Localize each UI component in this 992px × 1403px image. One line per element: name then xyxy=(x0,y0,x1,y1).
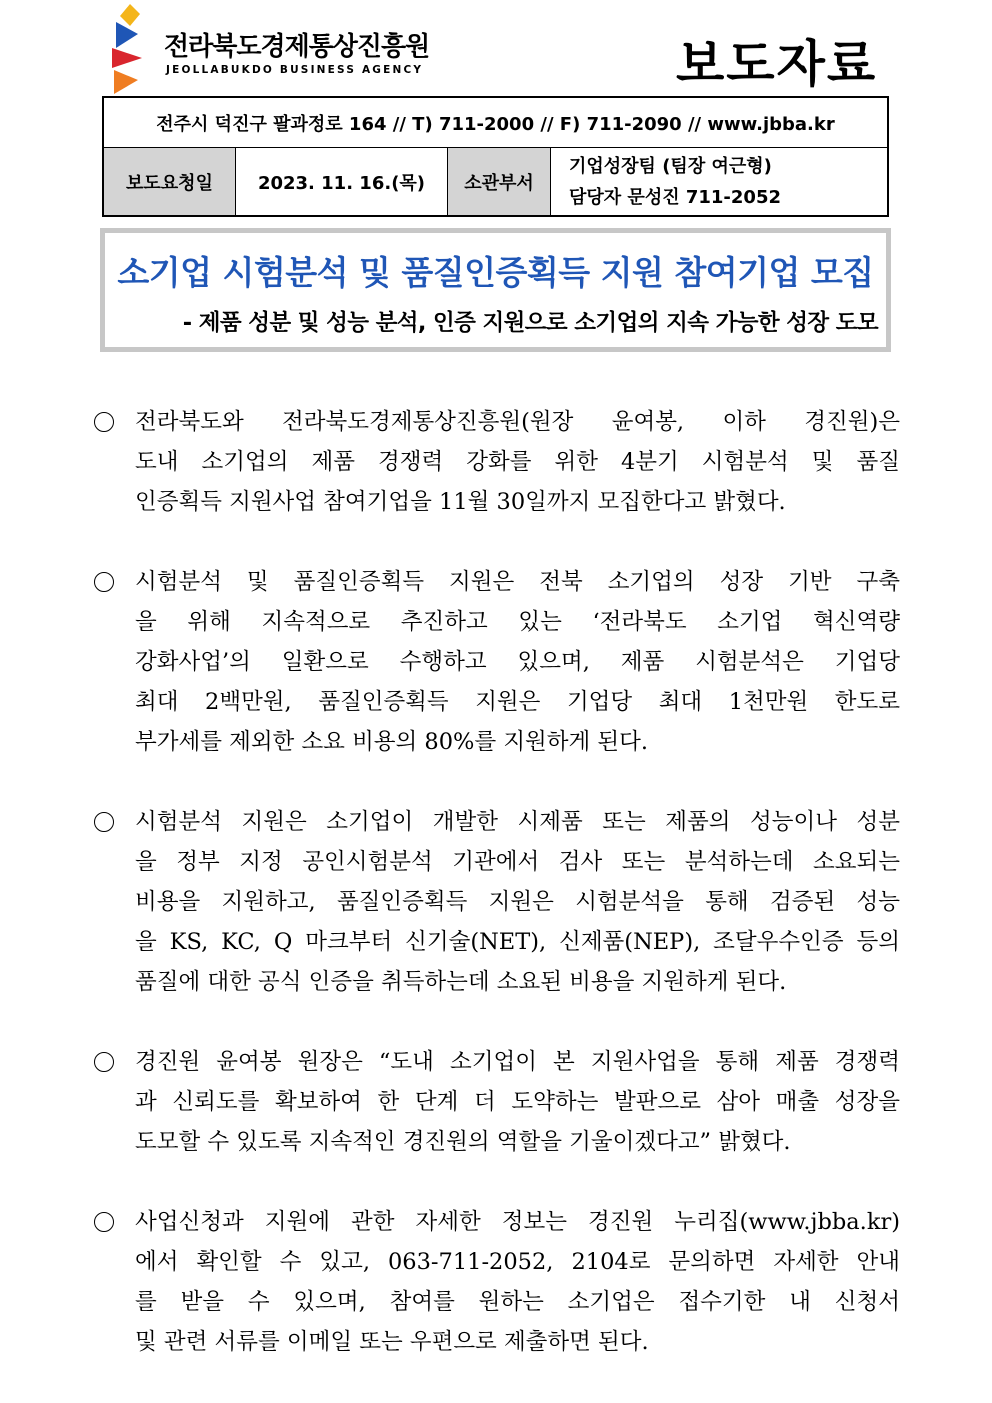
address-line: 전주시 덕진구 팔과정로 164 // T) 711-2000 // F) 711-2090 // www.jbba.kr xyxy=(104,98,887,148)
paragraph-line: 사업신청과 지원에 관한 자세한 정보는 경진원 누리집(www.jbba.kr) xyxy=(135,1209,900,1235)
document-type-title: 보도자료 xyxy=(676,35,878,93)
department-info xyxy=(551,148,887,215)
paragraph-line: 강화사업’의 일환으로 수행하고 있으며, 제품 시험분석은 기업당 xyxy=(135,649,900,675)
logo-name-korean: 전라북도경제통상진흥원 xyxy=(164,32,430,62)
department-label: 소관부서 xyxy=(448,148,551,215)
paragraph-line: 과 신뢰도를 확보하여 한 단계 더 도약하는 발판으로 삼아 매출 성장을 xyxy=(135,1089,900,1115)
circle-bullet-icon xyxy=(94,1052,114,1072)
circle-bullet-icon xyxy=(94,572,114,592)
body-paragraph xyxy=(94,802,900,1002)
paragraph-line: 및 관련 서류를 이메일 또는 우편으로 제출하면 된다. xyxy=(135,1329,649,1355)
paragraph-line: 을 정부 지정 공인시험분석 기관에서 검사 또는 분석하는데 소요되는 xyxy=(135,849,900,875)
paragraph-line: 에서 확인할 수 있고, 063-711-2052, 2104로 문의하면 자세한 안내 xyxy=(135,1249,900,1275)
paragraph-line: 전라북도와 전라북도경제통상진흥원(원장 윤여봉, 이하 경진원)은 xyxy=(135,409,900,435)
paragraph-line: 을 KS, KC, Q 마크부터 신기술(NET), 신제품(NEP), 조달우수인증 등의 xyxy=(135,929,900,955)
headline-subtitle: - 제품 성분 및 성능 분석, 인증 지원으로 소기업의 지속 가능한 성장 도모 xyxy=(182,310,878,336)
circle-bullet-icon xyxy=(94,412,114,432)
paragraph-line: 부가세를 제외한 소요 비용의 80%를 지원하게 된다. xyxy=(135,729,649,755)
paragraph-line: 경진원 윤여봉 원장은 “도내 소기업이 본 지원사업을 통해 제품 경쟁력 xyxy=(135,1049,900,1075)
body-paragraph xyxy=(94,402,900,522)
department-team: 기업성장팀 (팀장 여근형) xyxy=(569,155,772,177)
body-paragraph xyxy=(94,562,900,762)
paragraph-line: 시험분석 지원은 소기업이 개발한 시제품 또는 제품의 성능이나 성분 xyxy=(135,809,900,835)
department-contact: 담당자 문성진 711-2052 xyxy=(569,186,782,208)
paragraph-line: 시험분석 및 품질인증획득 지원은 전북 소기업의 성장 기반 구축 xyxy=(135,569,900,595)
circle-bullet-icon xyxy=(94,1212,114,1232)
body-paragraph xyxy=(94,1042,900,1162)
logo-emblem-icon xyxy=(108,4,160,94)
agency-logo xyxy=(108,4,428,94)
paragraph-line: 을 위해 지속적으로 추진하고 있는 ‘전라북도 소기업 혁신역량 xyxy=(135,609,900,635)
paragraph-line: 최대 2백만원, 품질인증획득 지원은 기업당 최대 1천만원 한도로 xyxy=(135,689,900,715)
release-date-value: 2023. 11. 16.(목) xyxy=(236,148,448,215)
release-date-label: 보도요청일 xyxy=(104,148,236,215)
logo-name-english: JEOLLABUKDO BUSINESS AGENCY xyxy=(166,64,424,76)
paragraph-line: 인증획득 지원사업 참여기업을 11월 30일까지 모집한다고 밝혔다. xyxy=(135,489,786,515)
headline-box xyxy=(100,228,891,352)
circle-bullet-icon xyxy=(94,812,114,832)
paragraph-line: 품질에 대한 공식 인증을 취득하는데 소요된 비용을 지원하게 된다. xyxy=(135,969,787,995)
paragraph-line: 비용을 지원하고, 품질인증획득 지원은 시험분석을 통해 검증된 성능 xyxy=(135,889,900,915)
contact-info-table xyxy=(102,96,889,217)
paragraph-line: 도내 소기업의 제품 경쟁력 강화를 위한 4분기 시험분석 및 품질 xyxy=(135,449,900,475)
headline-title: 소기업 시험분석 및 품질인증획득 지원 참여기업 모집 xyxy=(117,253,874,292)
body-paragraph xyxy=(94,1202,900,1362)
paragraph-line: 도모할 수 있도록 지속적인 경진원의 역할을 기울이겠다고” 밝혔다. xyxy=(135,1129,791,1155)
paragraph-line: 를 받을 수 있으며, 참여를 원하는 소기업은 접수기한 내 신청서 xyxy=(135,1289,900,1315)
